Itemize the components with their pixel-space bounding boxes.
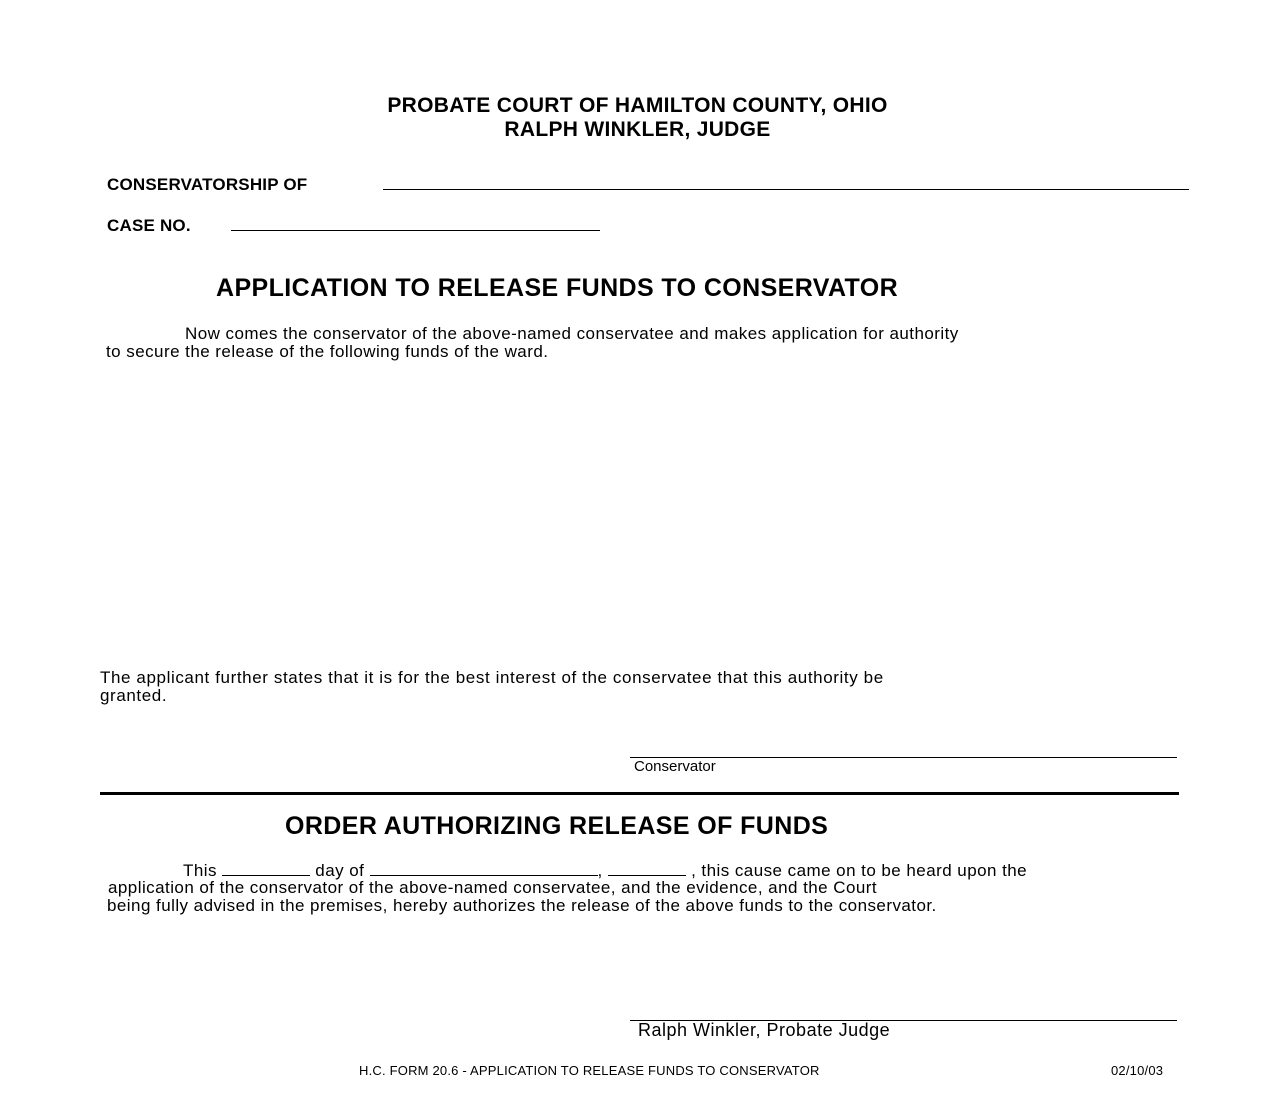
- order-rest: , this cause came on to be heard upon the: [691, 861, 1028, 880]
- order-day-of: day of: [315, 861, 365, 880]
- order-this: This: [183, 861, 217, 880]
- order-comma: ,: [597, 861, 603, 880]
- conservatorship-field[interactable]: [383, 189, 1189, 190]
- judge-name: RALPH WINKLER, JUDGE: [504, 118, 771, 141]
- form-name-footer: H.C. FORM 20.6 - APPLICATION TO RELEASE FUNDS TO CONSERVATOR: [359, 1063, 820, 1078]
- order-month-blank[interactable]: [370, 861, 598, 876]
- order-line2: application of the conservator of the above-named conservatee, and the evidence, and the Court: [108, 878, 878, 897]
- case-no-label: CASE NO.: [107, 216, 191, 235]
- application-statement-line2: granted.: [100, 686, 168, 705]
- application-statement-line1: The applicant further states that it is for the best interest of the conservatee that this authority be: [100, 668, 884, 687]
- application-intro-line1: Now comes the conservator of the above-named conservatee and makes application for authority: [185, 324, 959, 343]
- order-line3: being fully advised in the premises, hereby authorizes the release of the above funds to the conservator.: [107, 896, 937, 915]
- conservatorship-label: CONSERVATORSHIP OF: [107, 175, 308, 194]
- court-name: PROBATE COURT OF HAMILTON COUNTY, OHIO: [387, 94, 888, 117]
- section-divider: [100, 792, 1179, 795]
- form-date-footer: 02/10/03: [1111, 1063, 1164, 1078]
- conservator-signature-label: Conservator: [634, 758, 716, 775]
- order-year-blank[interactable]: [608, 861, 686, 876]
- application-title: APPLICATION TO RELEASE FUNDS TO CONSERVATOR: [216, 274, 899, 302]
- case-no-field[interactable]: [231, 230, 600, 231]
- application-intro-line2: to secure the release of the following funds of the ward.: [106, 342, 549, 361]
- order-day-blank[interactable]: [222, 861, 310, 876]
- judge-signature-label: Ralph Winkler, Probate Judge: [638, 1020, 891, 1040]
- order-title: ORDER AUTHORIZING RELEASE OF FUNDS: [285, 812, 829, 840]
